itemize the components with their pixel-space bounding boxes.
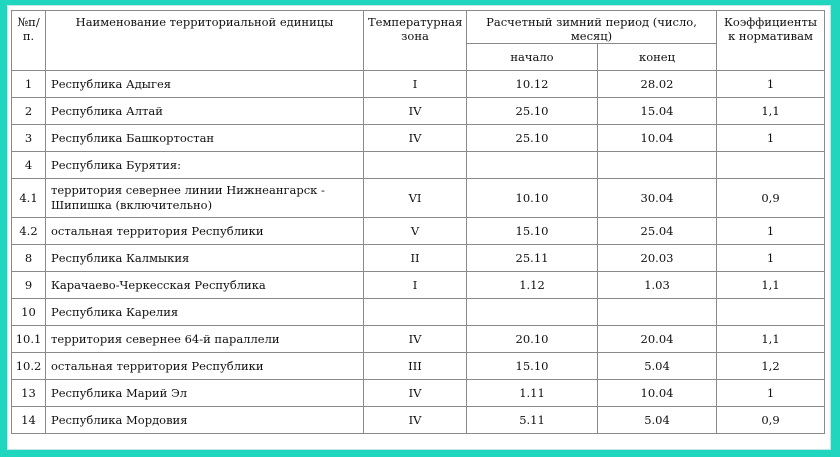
cell-coef: 1,1 <box>717 98 825 125</box>
table-row <box>12 353 825 380</box>
table-row <box>12 125 825 152</box>
cell-zone: VI <box>364 179 467 218</box>
cell-zone: IV <box>364 380 467 407</box>
cell-num: 13 <box>12 380 46 407</box>
header-end: конец <box>598 44 717 71</box>
cell-end: 20.03 <box>598 245 717 272</box>
cell-name: остальная территория Республики <box>46 218 364 245</box>
cell-coef: 1,2 <box>717 353 825 380</box>
table-row <box>12 245 825 272</box>
cell-zone: IV <box>364 98 467 125</box>
cell-zone: I <box>364 272 467 299</box>
cell-coef: 1 <box>717 245 825 272</box>
table-row <box>12 218 825 245</box>
cell-zone: V <box>364 218 467 245</box>
cell-start <box>467 299 598 326</box>
table-row <box>12 98 825 125</box>
cell-coef: 0,9 <box>717 179 825 218</box>
cell-name: Республика Башкортостан <box>46 125 364 152</box>
cell-zone: I <box>364 71 467 98</box>
cell-end: 28.02 <box>598 71 717 98</box>
header-num: №п/п. <box>12 11 46 71</box>
header-name: Наименование территориальной единицы <box>46 11 364 71</box>
table-row <box>12 380 825 407</box>
cell-start <box>467 152 598 179</box>
cell-start: 20.10 <box>467 326 598 353</box>
cell-name: Республика Карелия <box>46 299 364 326</box>
header-period: Расчетный зимний период (число, месяц) <box>467 11 717 44</box>
cell-start: 15.10 <box>467 218 598 245</box>
cell-name: территория севернее 64-й параллели <box>46 326 364 353</box>
cell-coef: 1,1 <box>717 326 825 353</box>
cell-num: 4.2 <box>12 218 46 245</box>
cell-num: 1 <box>12 71 46 98</box>
header-zone: Температурная зона <box>364 11 467 71</box>
cell-end: 15.04 <box>598 98 717 125</box>
cell-end: 1.03 <box>598 272 717 299</box>
cell-coef: 1 <box>717 71 825 98</box>
table-header-row <box>12 11 825 44</box>
cell-name: Республика Бурятия: <box>46 152 364 179</box>
header-coef: Коэффициенты к нормативам <box>717 11 825 71</box>
cell-name: Республика Алтай <box>46 98 364 125</box>
cell-end: 10.04 <box>598 125 717 152</box>
cell-name: остальная территория Республики <box>46 353 364 380</box>
cell-num: 10.2 <box>12 353 46 380</box>
cell-zone: II <box>364 245 467 272</box>
cell-num: 10 <box>12 299 46 326</box>
winter-period-table <box>11 10 825 434</box>
cell-coef: 1 <box>717 218 825 245</box>
cell-start: 25.10 <box>467 125 598 152</box>
header-start: начало <box>467 44 598 71</box>
cell-zone <box>364 299 467 326</box>
cell-start: 10.10 <box>467 179 598 218</box>
cell-end <box>598 152 717 179</box>
table-body <box>12 71 825 434</box>
cell-end <box>598 299 717 326</box>
cell-num: 2 <box>12 98 46 125</box>
cell-start: 5.11 <box>467 407 598 434</box>
cell-name: Республика Марий Эл <box>46 380 364 407</box>
cell-zone <box>364 152 467 179</box>
cell-coef: 0,9 <box>717 407 825 434</box>
cell-zone: IV <box>364 407 467 434</box>
cell-name: Республика Мордовия <box>46 407 364 434</box>
cell-end: 5.04 <box>598 353 717 380</box>
cell-coef: 1,1 <box>717 272 825 299</box>
cell-start: 25.11 <box>467 245 598 272</box>
cell-end: 30.04 <box>598 179 717 218</box>
cell-num: 4.1 <box>12 179 46 218</box>
table-row <box>12 179 825 218</box>
cell-num: 14 <box>12 407 46 434</box>
document-sheet <box>8 6 830 449</box>
cell-name: Карачаево-Черкесская Республика <box>46 272 364 299</box>
cell-end: 10.04 <box>598 380 717 407</box>
table-row <box>12 272 825 299</box>
table-row <box>12 407 825 434</box>
table-row <box>12 71 825 98</box>
cell-end: 25.04 <box>598 218 717 245</box>
cell-name: территория севернее линии Нижнеангарск - Шипишка (включительно) <box>46 179 364 218</box>
cell-num: 8 <box>12 245 46 272</box>
cell-name: Республика Калмыкия <box>46 245 364 272</box>
cell-start: 25.10 <box>467 98 598 125</box>
cell-name: Республика Адыгея <box>46 71 364 98</box>
cell-zone: IV <box>364 125 467 152</box>
cell-start: 1.12 <box>467 272 598 299</box>
cell-end: 20.04 <box>598 326 717 353</box>
cell-start: 10.12 <box>467 71 598 98</box>
cell-num: 10.1 <box>12 326 46 353</box>
cell-end: 5.04 <box>598 407 717 434</box>
cell-coef <box>717 299 825 326</box>
table-row <box>12 326 825 353</box>
cell-start: 1.11 <box>467 380 598 407</box>
cell-coef <box>717 152 825 179</box>
table-row <box>12 299 825 326</box>
cell-zone: III <box>364 353 467 380</box>
cell-start: 15.10 <box>467 353 598 380</box>
table-row <box>12 152 825 179</box>
cell-num: 9 <box>12 272 46 299</box>
cell-coef: 1 <box>717 380 825 407</box>
cell-zone: IV <box>364 326 467 353</box>
cell-num: 4 <box>12 152 46 179</box>
cell-num: 3 <box>12 125 46 152</box>
cell-coef: 1 <box>717 125 825 152</box>
